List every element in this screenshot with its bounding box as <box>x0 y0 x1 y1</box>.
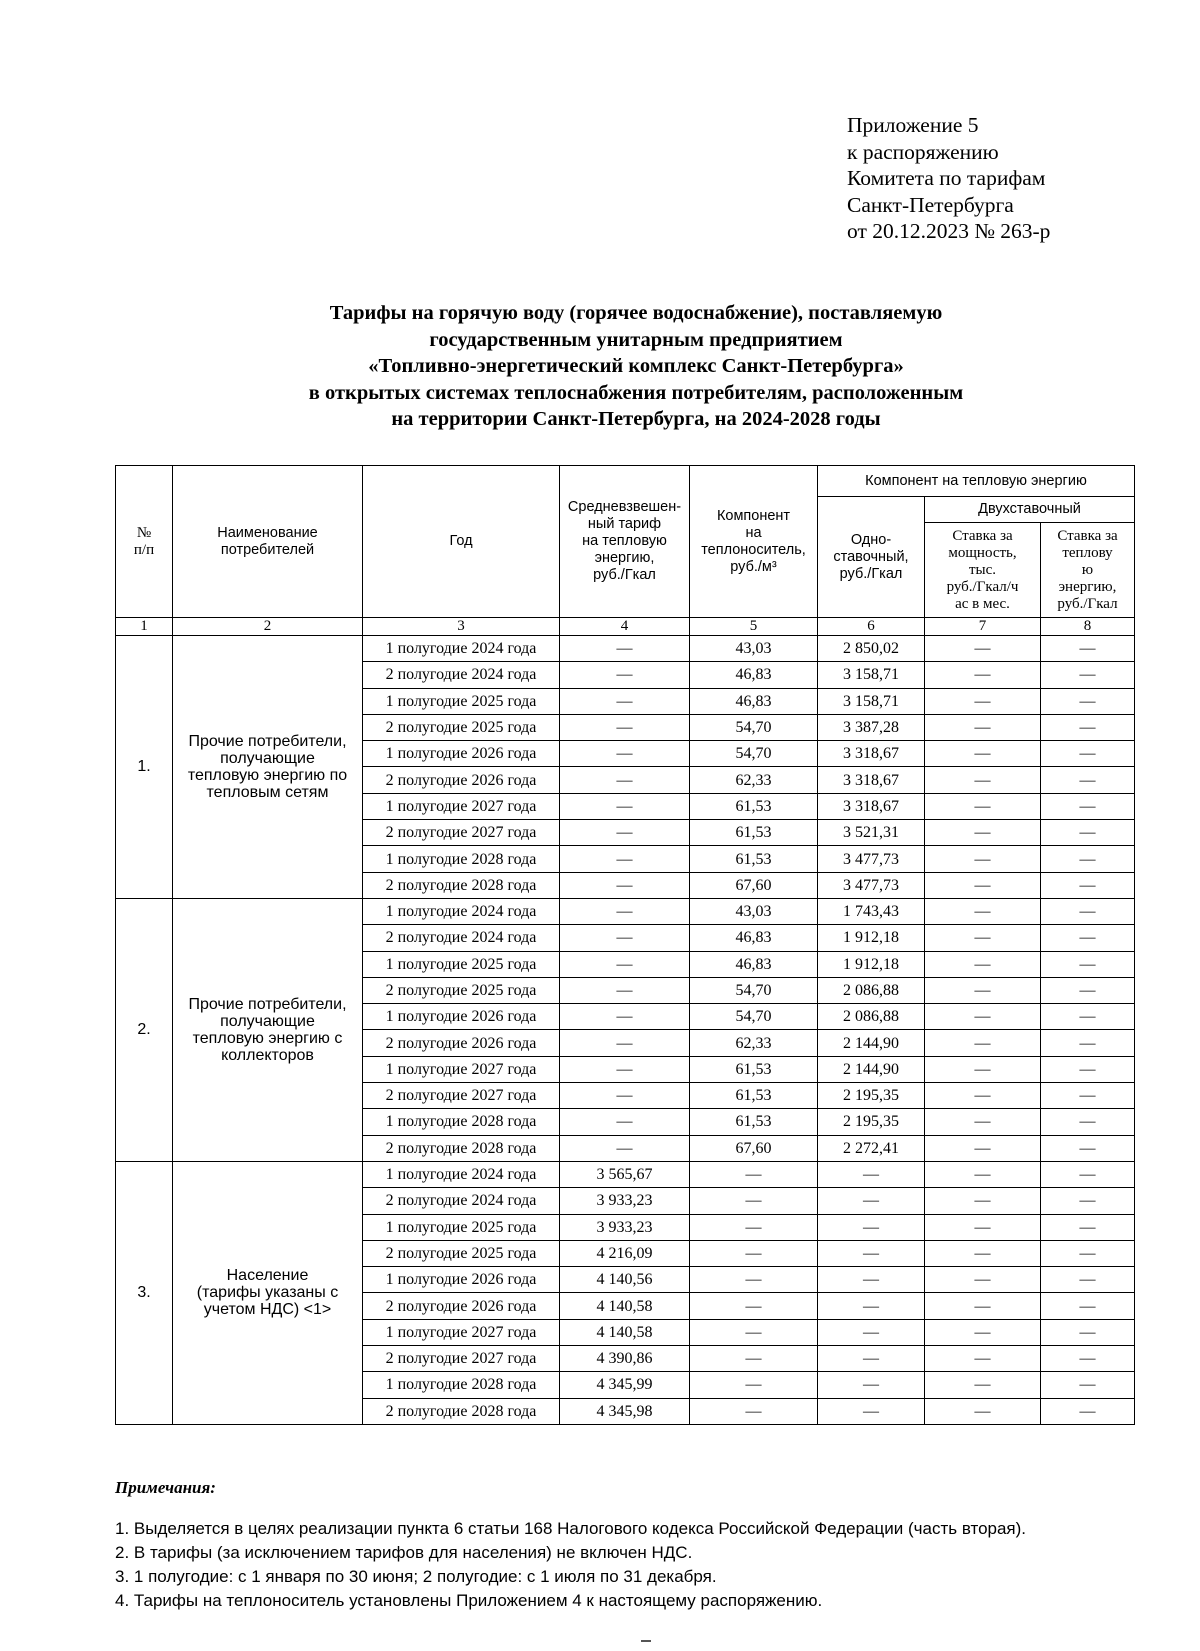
value-cell: — <box>1041 662 1135 688</box>
appendix-line: Приложение 5 <box>847 113 979 137</box>
value-cell: 2 272,41 <box>818 1135 925 1161</box>
header-year: Год <box>363 466 560 618</box>
value-cell: — <box>925 1319 1041 1345</box>
value-cell: 61,53 <box>690 1083 818 1109</box>
page-mark <box>641 1640 651 1642</box>
value-cell: — <box>560 636 690 662</box>
value-cell: — <box>690 1346 818 1372</box>
value-cell: 67,60 <box>690 1135 818 1161</box>
value-cell: 46,83 <box>690 688 818 714</box>
value-cell: — <box>1041 688 1135 714</box>
value-cell: 61,53 <box>690 820 818 846</box>
value-cell: 4 345,98 <box>560 1398 690 1424</box>
value-cell: — <box>1041 636 1135 662</box>
value-cell: — <box>560 714 690 740</box>
header-avg-tariff: Средневзвешен- ный тариф на тепловую энергию, руб./Гкал <box>560 466 690 618</box>
value-cell: 4 140,58 <box>560 1319 690 1345</box>
period-cell: 2 полугодие 2027 года <box>363 1083 560 1109</box>
period-cell: 2 полугодие 2028 года <box>363 1135 560 1161</box>
title-line: Тарифы на горячую воду (горячее водоснабжение), поставляемую <box>329 302 943 324</box>
value-cell: — <box>925 1214 1041 1240</box>
group-number: 3. <box>116 1161 173 1424</box>
value-cell: — <box>925 977 1041 1003</box>
value-cell: — <box>560 872 690 898</box>
period-cell: 1 полугодие 2024 года <box>363 898 560 924</box>
group-number: 2. <box>116 898 173 1161</box>
value-cell: — <box>925 688 1041 714</box>
period-cell: 2 полугодие 2025 года <box>363 1240 560 1266</box>
appendix-header <box>847 112 1050 245</box>
value-cell: — <box>1041 1398 1135 1424</box>
value-cell: — <box>925 1083 1041 1109</box>
value-cell: — <box>560 925 690 951</box>
value-cell: — <box>925 767 1041 793</box>
value-cell: — <box>1041 1293 1135 1319</box>
notes-list <box>115 1517 1026 1613</box>
value-cell: — <box>925 1135 1041 1161</box>
value-cell: 54,70 <box>690 977 818 1003</box>
period-cell: 2 полугодие 2026 года <box>363 1293 560 1319</box>
value-cell: — <box>925 951 1041 977</box>
value-cell: — <box>818 1398 925 1424</box>
value-cell: — <box>925 1398 1041 1424</box>
note-item: 3. 1 полугодие: с 1 января по 30 июня; 2 полугодие: с 1 июля по 31 декабря. <box>115 1567 717 1586</box>
value-cell: — <box>925 793 1041 819</box>
value-cell: 3 158,71 <box>818 662 925 688</box>
value-cell: — <box>560 951 690 977</box>
value-cell: — <box>560 977 690 1003</box>
period-cell: 2 полугодие 2024 года <box>363 925 560 951</box>
appendix-line: Санкт-Петербурга <box>847 192 1014 217</box>
value-cell: — <box>1041 1004 1135 1030</box>
value-cell: — <box>1041 741 1135 767</box>
period-cell: 2 полугодие 2026 года <box>363 1030 560 1056</box>
value-cell: 46,83 <box>690 951 818 977</box>
column-number: 4 <box>560 618 690 636</box>
table-row <box>116 636 1135 662</box>
value-cell: — <box>1041 1056 1135 1082</box>
value-cell: 3 387,28 <box>818 714 925 740</box>
value-cell: 3 933,23 <box>560 1214 690 1240</box>
value-cell: 61,53 <box>690 846 818 872</box>
value-cell: — <box>690 1293 818 1319</box>
document-title <box>0 300 1200 433</box>
value-cell: — <box>560 1135 690 1161</box>
value-cell: 1 912,18 <box>818 925 925 951</box>
value-cell: — <box>1041 872 1135 898</box>
value-cell: — <box>1041 951 1135 977</box>
value-cell: — <box>818 1240 925 1266</box>
value-cell: — <box>560 741 690 767</box>
value-cell: — <box>560 1030 690 1056</box>
value-cell: — <box>925 1267 1041 1293</box>
value-cell: 2 086,88 <box>818 977 925 1003</box>
column-number: 3 <box>363 618 560 636</box>
period-cell: 1 полугодие 2025 года <box>363 1214 560 1240</box>
value-cell: — <box>1041 1083 1135 1109</box>
value-cell: 4 345,99 <box>560 1372 690 1398</box>
value-cell: 61,53 <box>690 1056 818 1082</box>
value-cell: 67,60 <box>690 872 818 898</box>
period-cell: 1 полугодие 2027 года <box>363 793 560 819</box>
value-cell: — <box>1041 793 1135 819</box>
header-num: № п/п <box>116 466 173 618</box>
value-cell: — <box>818 1267 925 1293</box>
value-cell: 43,03 <box>690 636 818 662</box>
value-cell: — <box>560 1056 690 1082</box>
value-cell: — <box>690 1372 818 1398</box>
value-cell: — <box>925 1056 1041 1082</box>
value-cell: 2 195,35 <box>818 1083 925 1109</box>
table-row <box>116 1161 1135 1187</box>
consumer-group-name: Прочие потребители, получающие тепловую энергию по тепловым сетям <box>173 636 363 899</box>
title-line: государственным унитарным предприятием <box>429 328 843 351</box>
value-cell: 61,53 <box>690 793 818 819</box>
title-line: в открытых системах теплоснабжения потребителям, расположенным <box>308 381 964 404</box>
value-cell: — <box>1041 767 1135 793</box>
appendix-line: от 20.12.2023 № 263-р <box>847 219 1051 243</box>
value-cell: 3 318,67 <box>818 767 925 793</box>
value-cell: 62,33 <box>690 767 818 793</box>
value-cell: — <box>560 898 690 924</box>
value-cell: — <box>690 1188 818 1214</box>
period-cell: 1 полугодие 2028 года <box>363 846 560 872</box>
value-cell: — <box>560 1109 690 1135</box>
note-item: 4. Тарифы на теплоноситель установлены Приложением 4 к настоящему распоряжению. <box>115 1591 823 1610</box>
value-cell: — <box>925 898 1041 924</box>
period-cell: 1 полугодие 2025 года <box>363 688 560 714</box>
value-cell: — <box>560 662 690 688</box>
value-cell: — <box>818 1161 925 1187</box>
value-cell: 2 144,90 <box>818 1030 925 1056</box>
value-cell: — <box>925 1293 1041 1319</box>
value-cell: — <box>925 714 1041 740</box>
value-cell: — <box>1041 925 1135 951</box>
value-cell: — <box>690 1214 818 1240</box>
consumer-group-name: Прочие потребители, получающие тепловую энергию с коллекторов <box>173 898 363 1161</box>
period-cell: 1 полугодие 2026 года <box>363 1004 560 1030</box>
column-number: 7 <box>925 618 1041 636</box>
value-cell: 1 743,43 <box>818 898 925 924</box>
value-cell: 1 912,18 <box>818 951 925 977</box>
value-cell: 3 521,31 <box>818 820 925 846</box>
value-cell: — <box>925 1109 1041 1135</box>
period-cell: 2 полугодие 2028 года <box>363 872 560 898</box>
value-cell: — <box>1041 846 1135 872</box>
period-cell: 1 полугодие 2024 года <box>363 636 560 662</box>
value-cell: — <box>925 1240 1041 1266</box>
value-cell: 3 933,23 <box>560 1188 690 1214</box>
value-cell: — <box>818 1188 925 1214</box>
value-cell: — <box>560 846 690 872</box>
value-cell: 62,33 <box>690 1030 818 1056</box>
value-cell: — <box>818 1372 925 1398</box>
period-cell: 1 полугодие 2028 года <box>363 1109 560 1135</box>
value-cell: — <box>560 1083 690 1109</box>
group-number: 1. <box>116 636 173 899</box>
value-cell: — <box>1041 898 1135 924</box>
column-number: 2 <box>173 618 363 636</box>
value-cell: 4 390,86 <box>560 1346 690 1372</box>
value-cell: 3 318,67 <box>818 741 925 767</box>
value-cell: — <box>818 1214 925 1240</box>
appendix-line: Комитета по тарифам <box>847 166 1046 190</box>
period-cell: 2 полугодие 2026 года <box>363 767 560 793</box>
value-cell: 2 144,90 <box>818 1056 925 1082</box>
value-cell: 2 086,88 <box>818 1004 925 1030</box>
value-cell: — <box>925 846 1041 872</box>
value-cell: — <box>690 1319 818 1345</box>
value-cell: — <box>925 1030 1041 1056</box>
column-number: 6 <box>818 618 925 636</box>
value-cell: — <box>1041 1267 1135 1293</box>
period-cell: 1 полугодие 2026 года <box>363 1267 560 1293</box>
value-cell: — <box>925 872 1041 898</box>
value-cell: 4 140,58 <box>560 1293 690 1319</box>
value-cell: 61,53 <box>690 1109 818 1135</box>
value-cell: — <box>690 1240 818 1266</box>
period-cell: 2 полугодие 2027 года <box>363 1346 560 1372</box>
value-cell: — <box>1041 1346 1135 1372</box>
value-cell: — <box>1041 1135 1135 1161</box>
note-item: 1. Выделяется в целях реализации пункта 6 статьи 168 Налогового кодекса Российской Федерации (часть вторая). <box>115 1519 1027 1538</box>
value-cell: — <box>925 1372 1041 1398</box>
value-cell: 54,70 <box>690 714 818 740</box>
header-heat-carrier: Компонент на теплоноситель, руб./м³ <box>690 466 818 618</box>
notes-title: Примечания: <box>115 1478 216 1497</box>
value-cell: — <box>925 820 1041 846</box>
value-cell: — <box>690 1161 818 1187</box>
period-cell: 1 полугодие 2028 года <box>363 1372 560 1398</box>
value-cell: 54,70 <box>690 741 818 767</box>
value-cell: — <box>925 662 1041 688</box>
column-number: 1 <box>116 618 173 636</box>
value-cell: 3 318,67 <box>818 793 925 819</box>
value-cell: 46,83 <box>690 925 818 951</box>
value-cell: — <box>560 1004 690 1030</box>
value-cell: — <box>560 767 690 793</box>
header-heat-component: Компонент на тепловую энергию <box>818 466 1135 497</box>
value-cell: — <box>1041 977 1135 1003</box>
value-cell: 3 158,71 <box>818 688 925 714</box>
title-line: «Топливно-энергетический комплекс Санкт-Петербурга» <box>368 355 904 377</box>
note-item: 2. В тарифы (за исключением тарифов для населения) не включен НДС. <box>115 1543 693 1562</box>
value-cell: — <box>1041 1240 1135 1266</box>
value-cell: — <box>1041 820 1135 846</box>
value-cell: — <box>818 1346 925 1372</box>
value-cell: — <box>818 1293 925 1319</box>
value-cell: — <box>560 820 690 846</box>
value-cell: — <box>925 1188 1041 1214</box>
header-energy-rate: Ставка за теплову ю энергию, руб./Гкал <box>1041 523 1135 618</box>
value-cell: — <box>690 1398 818 1424</box>
period-cell: 1 полугодие 2027 года <box>363 1056 560 1082</box>
period-cell: 2 полугодие 2024 года <box>363 662 560 688</box>
value-cell: 54,70 <box>690 1004 818 1030</box>
value-cell: — <box>1041 1161 1135 1187</box>
value-cell: — <box>1041 1319 1135 1345</box>
value-cell: — <box>1041 1030 1135 1056</box>
value-cell: 4 140,56 <box>560 1267 690 1293</box>
value-cell: 3 477,73 <box>818 846 925 872</box>
period-cell: 2 полугодие 2025 года <box>363 714 560 740</box>
column-number-row <box>116 618 1135 636</box>
period-cell: 2 полугодие 2024 года <box>363 1188 560 1214</box>
column-number: 8 <box>1041 618 1135 636</box>
period-cell: 2 полугодие 2027 года <box>363 820 560 846</box>
value-cell: — <box>1041 1109 1135 1135</box>
tariff-table <box>115 465 1135 1425</box>
period-cell: 2 полугодие 2028 года <box>363 1398 560 1424</box>
period-cell: 1 полугодие 2025 года <box>363 951 560 977</box>
title-line: на территории Санкт-Петербурга, на 2024-2028 годы <box>391 408 881 430</box>
value-cell: 2 850,02 <box>818 636 925 662</box>
value-cell: — <box>818 1319 925 1345</box>
value-cell: — <box>1041 714 1135 740</box>
value-cell: 3 565,67 <box>560 1161 690 1187</box>
value-cell: 2 195,35 <box>818 1109 925 1135</box>
header-power-rate: Ставка за мощность, тыс. руб./Гкал/ч ас в мес. <box>925 523 1041 618</box>
column-number: 5 <box>690 618 818 636</box>
appendix-line: к распоряжению <box>847 139 999 164</box>
value-cell: — <box>1041 1372 1135 1398</box>
period-cell: 1 полугодие 2026 года <box>363 741 560 767</box>
period-cell: 1 полугодие 2024 года <box>363 1161 560 1187</box>
header-single-rate: Одно- ставочный, руб./Гкал <box>818 497 925 618</box>
value-cell: — <box>925 1161 1041 1187</box>
value-cell: 3 477,73 <box>818 872 925 898</box>
period-cell: 2 полугодие 2025 года <box>363 977 560 1003</box>
value-cell: — <box>690 1267 818 1293</box>
value-cell: — <box>925 925 1041 951</box>
value-cell: — <box>1041 1188 1135 1214</box>
value-cell: — <box>1041 1214 1135 1240</box>
value-cell: — <box>925 741 1041 767</box>
header-two-rate: Двухставочный <box>925 497 1135 523</box>
value-cell: — <box>560 793 690 819</box>
value-cell: — <box>925 1004 1041 1030</box>
period-cell: 1 полугодие 2027 года <box>363 1319 560 1345</box>
value-cell: — <box>925 1346 1041 1372</box>
value-cell: — <box>925 636 1041 662</box>
consumer-group-name: Население (тарифы указаны с учетом НДС) <1> <box>173 1161 363 1424</box>
value-cell: — <box>560 688 690 714</box>
table-row <box>116 898 1135 924</box>
header-consumer-name: Наименование потребителей <box>173 466 363 618</box>
value-cell: 43,03 <box>690 898 818 924</box>
value-cell: 46,83 <box>690 662 818 688</box>
value-cell: 4 216,09 <box>560 1240 690 1266</box>
